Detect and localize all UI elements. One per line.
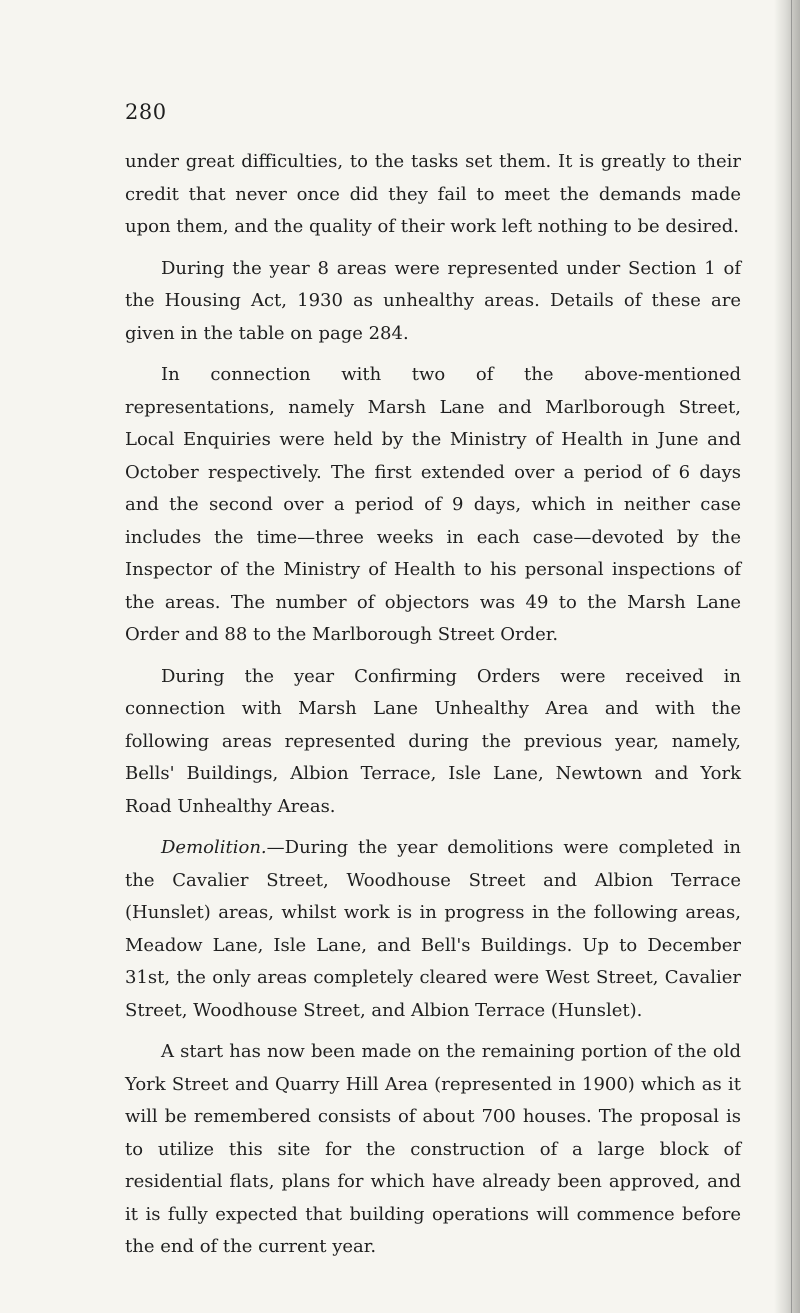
paragraph-text: —During the year demolitions were completed in the Cavalier Street, Woodhouse Street and Albion Terrace (Hunslet) areas, whilst work is in progress in the following areas, Meadow Lane, Isle Lane, and Bell's Buildings. Up to December 31st, the only areas completely cleared were West Street, Cavalier Street, Woodhouse Street, and Albion Terrace (Hunslet). <box>125 837 741 1021</box>
body-text <box>125 146 741 1273</box>
paragraph-demolition <box>125 832 741 1027</box>
paragraph-local-enquiries <box>125 359 741 652</box>
page-binding-shadow <box>774 0 800 1313</box>
paragraph-text: During the year 8 areas were represented under Section 1 of the Housing Act, 1930 as unhealthy areas. Details of these are given in the table on page 284. <box>125 257 741 344</box>
paragraph-italic-lead: Demolition. <box>161 837 267 858</box>
paragraph-text: During the year Confirming Orders were received in connection with Marsh Lane Unhealthy Area and with the following areas represented during the previous year, namely, Bells' Buildings, Albion Terrace, Isle Lane, Newtown and York Road Unhealthy Areas. <box>125 665 741 817</box>
paragraph-text: under great difficulties, to the tasks set them. It is greatly to their credit that never once did they fail to meet the demands made upon them, and the quality of their work left nothing to be desired. <box>125 151 741 237</box>
paragraph-quarry-hill <box>125 1036 741 1264</box>
paragraph-text: A start has now been made on the remaining portion of the old York Street and Quarry Hill Area (represented in 1900) which as it will be remembered consists of about 700 houses. The proposal is to utilize this site for the construction of a large block of residential flats, plans for which have already been approved, and it is fully expected that building operations will commence before the end of the current year. <box>125 1041 741 1257</box>
page-binding-line <box>791 0 792 1313</box>
paragraph-representations <box>125 253 741 351</box>
page-number: 280 <box>125 100 167 124</box>
paragraph-continuation <box>125 146 741 244</box>
paragraph-text: In connection with two of the above-mentioned representations, namely Marsh Lane and Marlborough Street, Local Enquiries were held by the Ministry of Health in June and October respectively. The first extended over a period of 6 days and the second over a period of 9 days, which in neither case includes the time—three weeks in each case—devoted by the Inspector of the Ministry of Health to his personal inspections of the areas. The number of objectors was 49 to the Marsh Lane Order and 88 to the Marlborough Street Order. <box>125 364 741 645</box>
paragraph-confirming-orders <box>125 661 741 824</box>
